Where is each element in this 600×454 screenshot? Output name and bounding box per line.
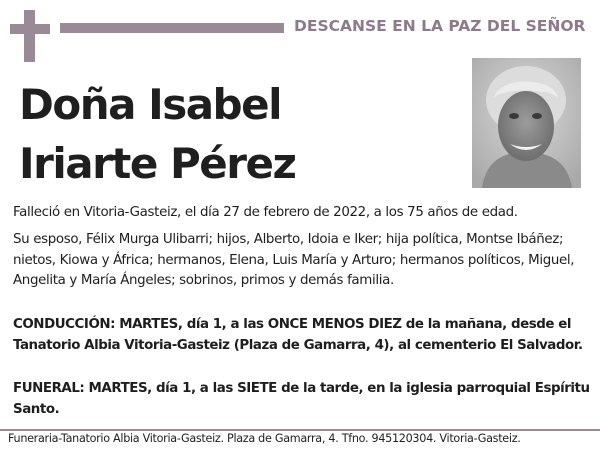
header-title: DESCANSE EN LA PAZ DEL SEÑOR [294, 17, 586, 35]
portrait-photo [472, 58, 581, 188]
header-rule [60, 23, 284, 33]
deceased-name-last: Iriarte Pérez [19, 139, 296, 188]
footer-rule [0, 429, 600, 431]
family-list: Su esposo, Félix Murga Ulibarri; hijos, Alberto, Idoia e Iker; hija política, Montse Ibáñez; nietos, Kiowa y África; hermanos, Elena, Luis María y Arturo; hermanos políticos, Miguel, Angelita y María Ángeles; sobrinos, primos y demás familia. [13, 232, 575, 288]
funeral-home-info: Funeraria-Tanatorio Albia Vitoria-Gasteiz. Plaza de Gamarra, 4. Tfno. 945120304. Vitoria-Gasteiz. [8, 432, 521, 445]
cross-icon [10, 10, 50, 62]
death-statement: Falleció en Vitoria-Gasteiz, el día 27 de febrero de 2022, a los 75 años de edad. [13, 205, 518, 220]
deceased-name-first: Doña Isabel [19, 80, 281, 129]
conduccion-details: CONDUCCIÓN: MARTES, día 1, a las ONCE MENOS DIEZ de la mañana, desde el Tanatorio Albia Vitoria-Gasteiz (Plaza de Gamarra, 4), al cementerio El Salvador. [13, 317, 583, 353]
funeral-details: FUNERAL: MARTES, día 1, a las SIETE de la tarde, en la iglesia parroquial Espíritu Santo. [13, 381, 590, 417]
portrait-image [472, 58, 581, 188]
